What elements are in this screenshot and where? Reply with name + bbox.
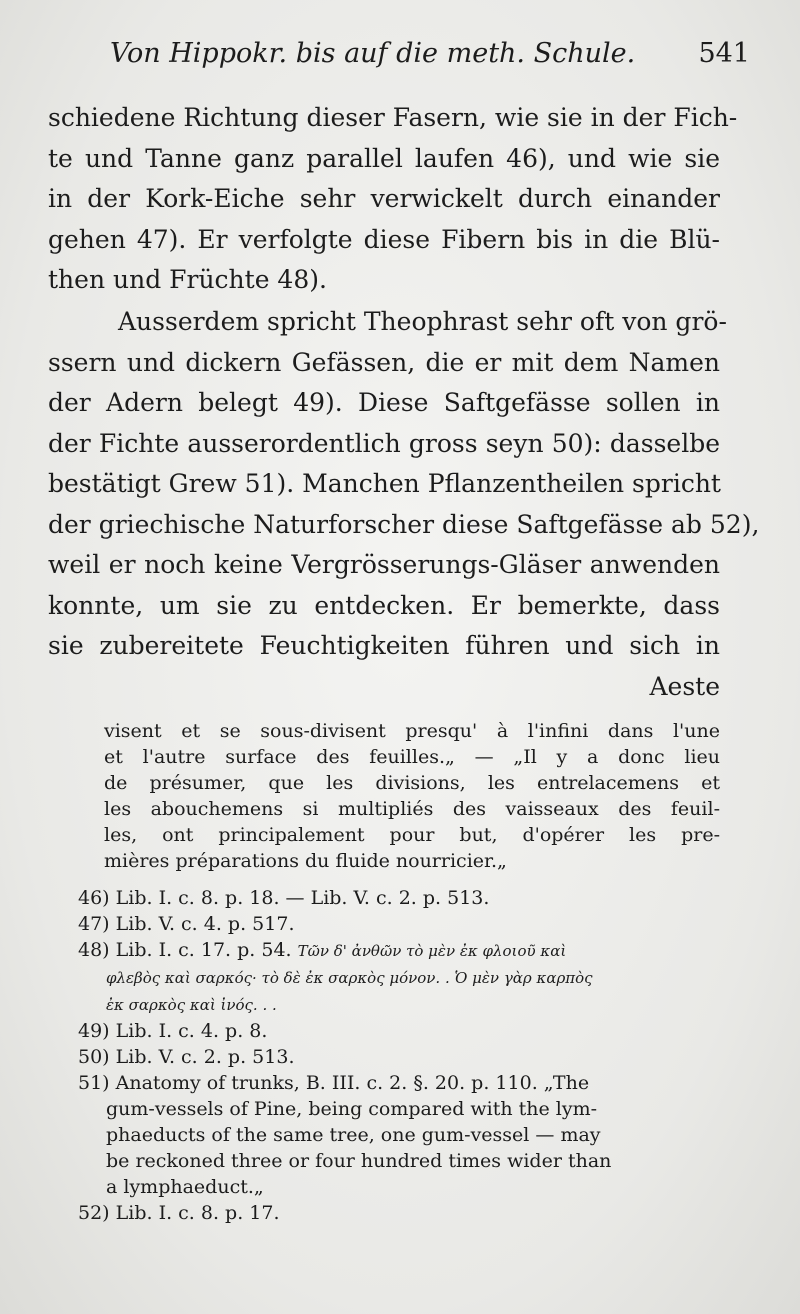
text-line: then und Früchte 48).: [48, 265, 327, 294]
footnote-51: 51) Anatomy of trunks, B. III. c. 2. §. 20. p. 110. „The: [78, 1072, 590, 1094]
text-line: der Fichte ausserordentlich gross seyn 50): dasselbe: [48, 428, 720, 458]
running-title: Von Hippokr. bis auf die meth. Schule.: [110, 38, 636, 69]
catchword: Aeste: [649, 671, 720, 701]
text-line: ssern und dickern Gefässen, die er mit dem Namen: [48, 347, 720, 377]
text-line: weil er noch keine Vergrösserungs-Gläser anwenden: [48, 550, 720, 579]
footnote-49: 49) Lib. I. c. 4. p. 8.: [78, 1020, 268, 1042]
text-line: der Adern belegt 49). Diese Saftgefässe sollen in: [48, 388, 720, 417]
footnote-line: de présumer, que les divisions, les entrelacemens et: [104, 772, 720, 794]
footnote-48: [78, 937, 720, 964]
footnote-51-line: a lymphaeduct.„: [106, 1176, 264, 1198]
text-line: gehen 47). Er verfolgte diese Fibern bis in die Blü-: [48, 224, 720, 254]
footnote-line: et l'autre surface des feuilles.„ — „Il y a donc lieu: [104, 746, 720, 768]
footnote-line: mières préparations du fluide nourricier.„: [104, 850, 507, 872]
footnote-line: les, ont principalement pour but, d'opérer les pre-: [104, 824, 720, 846]
footnote-47: 47) Lib. V. c. 4. p. 517.: [78, 913, 295, 935]
footnote-continuation: [104, 718, 720, 874]
text-line: konnte, um sie zu entdecken. Er bemerkte, dass: [48, 590, 720, 620]
paragraph-1: [48, 98, 738, 301]
page-number: 541: [698, 38, 750, 69]
text-line: in der Kork-Eiche sehr verwickelt durch einander: [48, 184, 720, 213]
footnotes: [78, 885, 720, 1226]
greek-quote-line: [78, 964, 720, 991]
text-line: der griechische Naturforscher diese Saftgefässe ab 52),: [48, 509, 760, 539]
footnote-line: les abouchemens si multipliés des vaisseaux des feuil-: [104, 798, 720, 820]
greek-text: φλεβὸς καὶ σαρκός· τὸ δὲ ἐκ σαρκὸς μόνον. . Ὁ μὲν γὰρ καρπὸς: [106, 969, 593, 987]
text-line: Ausserdem spricht Theophrast sehr oft von grö-: [118, 307, 727, 336]
footnote-line: visent et se sous-divisent presqu' à l'infini dans l'une: [104, 720, 720, 742]
text-line: bestätigt Grew 51). Manchen Pflanzentheilen spricht: [48, 469, 721, 498]
text-line: te und Tanne ganz parallel laufen 46), und wie sie: [48, 143, 720, 173]
greek-text: ἐκ σαρκὸς καὶ ἰνός. . .: [106, 996, 277, 1014]
text-line: sie zubereitete Feuchtigkeiten führen und sich in: [48, 631, 720, 660]
paragraph-2: [48, 302, 760, 707]
footnote-48-ref: 48) Lib. I. c. 17. p. 54.: [78, 939, 292, 961]
page-header: [110, 38, 750, 78]
footnote-46: 46) Lib. I. c. 8. p. 18. — Lib. V. c. 2. p. 513.: [78, 887, 490, 909]
greek-quote-line: Τῶν δ' ἀνθῶν τὸ μὲν ἐκ φλοιοῦ καὶ: [297, 942, 567, 960]
footnote-52: 52) Lib. I. c. 8. p. 17.: [78, 1202, 280, 1224]
footnote-51-line: be reckoned three or four hundred times wider than: [106, 1150, 612, 1172]
footnote-50: 50) Lib. V. c. 2. p. 513.: [78, 1046, 295, 1068]
footnote-51-line: gum-vessels of Pine, being compared with the lym-: [106, 1098, 598, 1120]
footnote-51-line: phaeducts of the same tree, one gum-vessel — may: [106, 1124, 601, 1146]
greek-quote-line: [78, 991, 720, 1018]
text-line: schiedene Richtung dieser Fasern, wie sie in der Fich-: [48, 103, 738, 132]
